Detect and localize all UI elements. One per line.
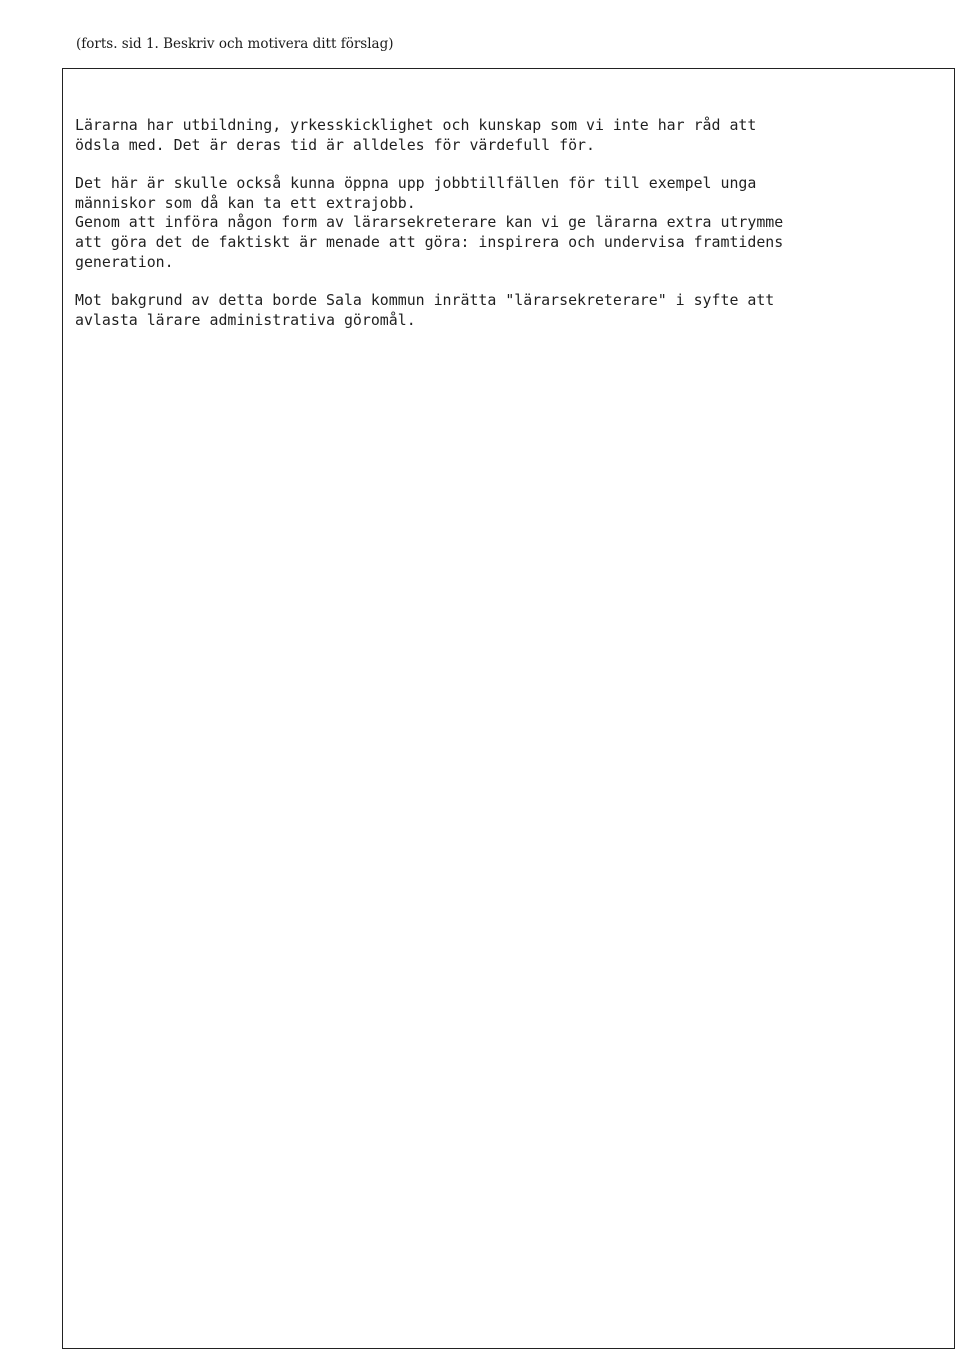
- paragraph-4-line-1: Mot bakgrund av detta borde Sala kommun inrätta "lärarsekreterare" i syfte att: [75, 291, 775, 309]
- paragraph-1-line-2: ödsla med. Det är deras tid är alldeles för värdefull för.: [75, 136, 595, 154]
- paragraph-3-line-1: Genom att införa någon form av lärarsekreterare kan vi ge lärarna extra utrymme: [75, 213, 784, 231]
- paragraph-1-line-1: Lärarna har utbildning, yrkesskicklighet och kunskap som vi inte har råd att: [75, 116, 757, 134]
- paragraph-3-line-3: generation.: [75, 253, 174, 271]
- page-heading: (forts. sid 1. Beskriv och motivera ditt förslag): [76, 36, 394, 52]
- paragraph-2-line-2: människor som då kan ta ett extrajobb.: [75, 194, 416, 212]
- paragraph-4-line-2: avlasta lärare administrativa göromål.: [75, 311, 416, 329]
- proposal-text-box: [62, 68, 955, 1349]
- paragraph-3-line-2: att göra det de faktiskt är menade att göra: inspirera och undervisa framtidens: [75, 233, 784, 251]
- paragraph-2-line-1: Det här är skulle också kunna öppna upp jobbtillfällen för till exempel unga: [75, 174, 757, 192]
